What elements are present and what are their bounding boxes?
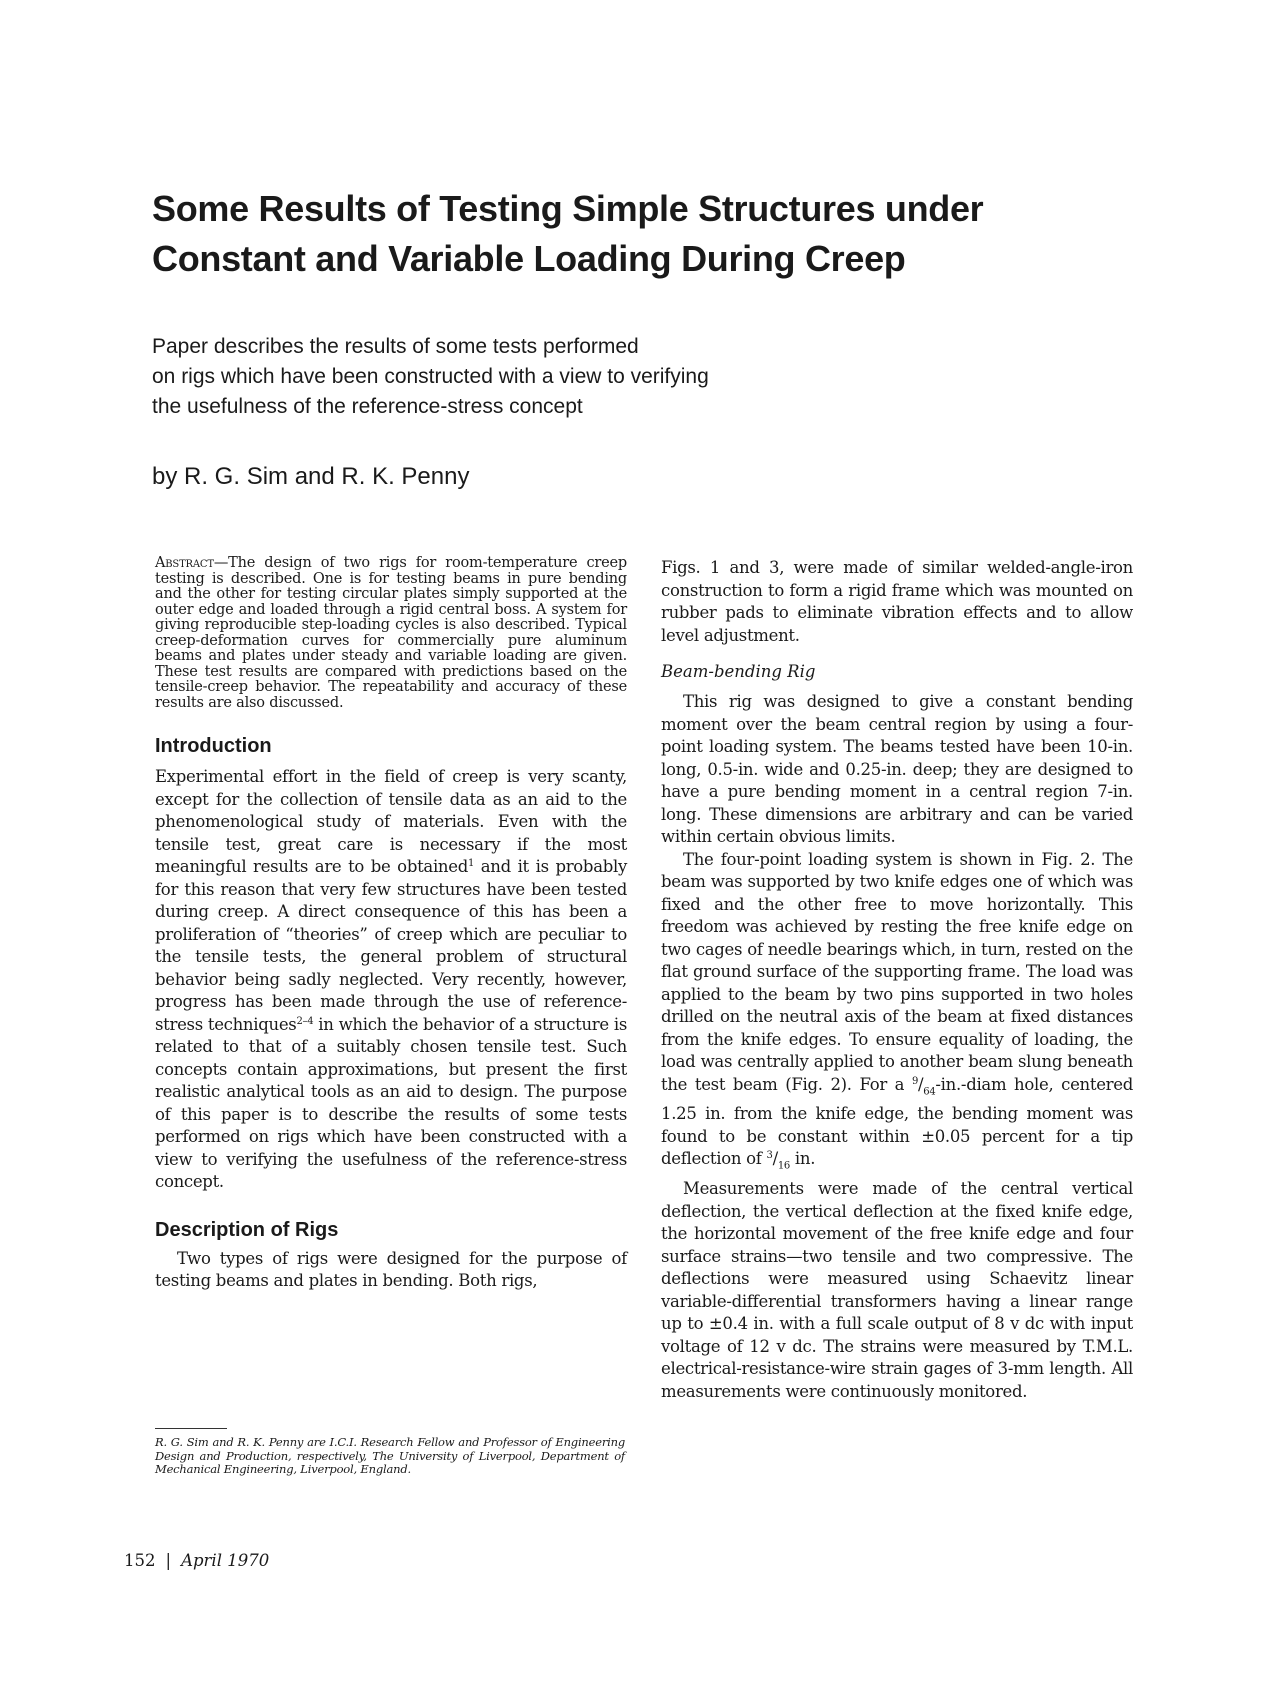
beam-rig-heading: Beam-bending Rig (661, 662, 816, 681)
title-line-2: Constant and Variable Loading During Creep (152, 238, 906, 279)
beam-text-b: -in.-diam hole, centered 1.25 in. from the knife edge, the bending moment was found to be constant within ±0.05 percent for a tip deflection of (661, 1074, 1133, 1169)
rigs-heading: Description of Rigs (155, 1218, 339, 1241)
abstract-text: —The design of two rigs for room-temperature creep testing is described. One is for testing beams in pure bending and the other for testing circular plates simply supported at the outer edge and loaded through a rigid central boss. A system for giving reproducible step-loading cycles is also described. Typical creep-deformation curves for commercially pure aluminum beams and plates under steady and variable loading are given. These test results are compared with predictions based on the tensile-creep behavior. The repeatability and accuracy of these results are also discussed. (155, 555, 627, 711)
intro-text-c: in which the behavior of a structure is related to that of a suitably chosen tensile test. Such concepts contain approximations, but present the first realistic analytical tools as an aid to design. The purpose of this paper is to describe the results of some tests performed on rigs which have been constructed with a view to verifying the usefulness of the reference-stress concept. (155, 1014, 627, 1191)
fraction-numerator: 3 (766, 1150, 773, 1162)
beam-text-c: in. (789, 1149, 816, 1169)
subtitle-line-1: Paper describes the results of some tests performed (152, 335, 639, 358)
beam-rig-paragraph-1: This rig was designed to give a constant bending moment over the beam central region by using a four-point loading system. The beams tested have been 10-in. long, 0.5-in. wide and 0.25-in. deep; they are designed to have a pure bending moment in a central region 7-in. long. These dimensions are arbitrary and can be varied within certain obvious limits. (661, 692, 1133, 846)
page-number: 152 (124, 1551, 156, 1570)
right-column (661, 557, 1133, 1403)
introduction-paragraph (155, 766, 627, 1194)
title-line-1: Some Results of Testing Simple Structures under (152, 188, 984, 229)
beam-rig-paragraph-2: The four-point loading system is shown in Fig. 2. The beam was supported by two knife edges one of which was fixed and the other free to move horizontally. This freedom was achieved by resting the free knife edge on two cages of needle bearings which, in turn, rested on the flat ground surface of the supporting frame. The load was applied to the beam by two pins supported in two holes drilled on the neutral axis of the beam at fixed distances from the knife edges. To ensure equality of loading, the load was centrally applied to another beam slung beneath the test beam (Fig. 2). For a $^9/_{64}-in$.-diam hole, centered 1.25 in. from the knife edge, the bending moment was found to be constant within ±0.05 percent for a tip deflection of $^3/_{16}$ in. (661, 849, 1133, 1172)
abstract-label: Abstract (155, 555, 214, 571)
reference-1: 1 (467, 858, 475, 869)
beam-rig-paragraph-3: Measurements were made of the central vertical deflection, the vertical deflection at the fixed knife edge, the horizontal movement of the free knife edge and four surface strains—two tensile and two compressive. The deflections were measured using Schaevitz linear variable-differential transformers having a linear range up to ±0.4 in. with a full scale output of 8 v dc with input voltage of 12 v dc. The strains were measured by T.M.L. electrical-resistance-wire strain gages of 3-mm length. All measurements were continuously monitored. (661, 1179, 1133, 1401)
introduction-heading: Introduction (155, 735, 272, 757)
fraction-denominator: 64 (923, 1085, 936, 1097)
footnote-rule (155, 1428, 227, 1429)
subtitle-line-2: on rigs which have been constructed with a view to verifying (152, 365, 709, 388)
issue-date: April 1970 (181, 1551, 270, 1570)
paper-title (152, 184, 1052, 284)
author-footnote: R. G. Sim and R. K. Penny are I.C.I. Research Fellow and Professor of Engineering Design and Production, respectively, The University of Liverpool, Department of Mechanical Engineering, Liverpool, England. (155, 1435, 625, 1476)
paper-subtitle (152, 332, 852, 422)
subtitle-line-3: the usefulness of the reference-stress concept (152, 395, 583, 418)
left-column (155, 556, 627, 1293)
beam-text-a: The four-point loading system is shown in Fig. 2. The beam was supported by two knife edges one of which was fixed and the other free to move horizontally. This freedom was achieved by resting the free knife edge on two cages of needle bearings which, in turn, rested on the flat ground surface of the supporting frame. The load was applied to the beam by two pins supported in two holes drilled on the neutral axis of the beam at fixed distances from the knife edges. To ensure equality of loading, the load was centrally applied to another beam slung beneath the test beam (Fig. 2). For a (661, 849, 1133, 1094)
rigs-paragraph-continued: Figs. 1 and 3, were made of similar welded-angle-iron construction to form a rigid frame which was mounted on rubber pads to eliminate vibration effects and to allow level adjustment. (661, 558, 1133, 645)
page-footer (124, 1551, 269, 1571)
footer-separator: | (165, 1551, 172, 1570)
rigs-paragraph: Two types of rigs were designed for the purpose of testing beams and plates in bending. Both rigs, (155, 1248, 627, 1290)
fraction-denominator: 16 (777, 1160, 790, 1172)
intro-text-a: Experimental effort in the field of creep is very scanty, except for the collection of tensile data as an aid to the phenomenological study of materials. Even with the tensile test, great care is necessary if the most meaningful results are to be obtained (155, 767, 627, 876)
byline: by R. G. Sim and R. K. Penny (152, 463, 470, 490)
abstract (155, 556, 627, 711)
reference-2-4: 2–4 (296, 1015, 314, 1027)
intro-text-b: and it is probably for this reason that very few structures have been tested during creep. A direct consequence of this has been a proliferation of “theories” of creep which are peculiar to the tensile tests, the general problem of structural behavior being sadly neglected. Very recently, however, progress has been made through the use of reference-stress techniques (155, 857, 627, 1034)
fraction-numerator: 9 (911, 1075, 918, 1087)
